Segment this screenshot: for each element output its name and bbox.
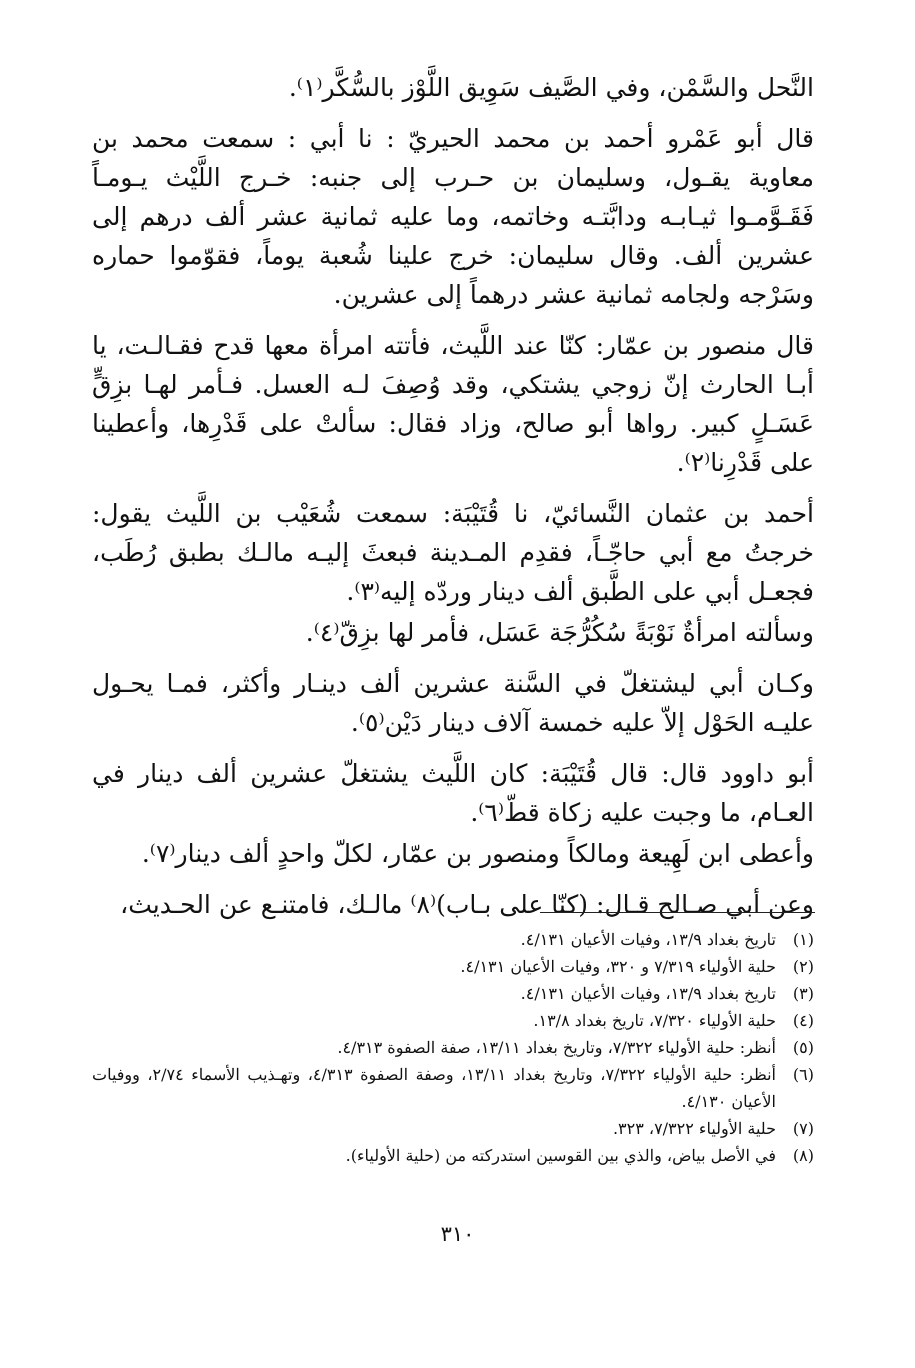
paragraph: أبو داوود قال: قال قُتَيْبَة: كان اللَّيث يشتغلّ عشرين ألف دينار في العـام، ما وجبت عليه زكاة قطّ⁽٦⁾.: [92, 759, 814, 827]
paragraph: قال منصور بن عمّار: كنّا عند اللَّيث، فأتته امرأة معها قدح فقـالـت، يا أبـا الحارث إنّ زوجي يشتكي، وقد وُصِفَ لـه العسل. فـأمر لهـا بزِقٍّ عَسَـلٍ كبير. رواها أبو صالح، وزاد فقال: سألتْ على قَدْرِها، وأعطينا على قَدْرِنا⁽٢⁾.: [92, 331, 814, 477]
footnote: [92, 1061, 814, 1115]
footnote: [92, 980, 814, 1007]
footnote-number: (٧): [792, 1119, 814, 1138]
footnote-number: (١): [792, 930, 814, 949]
paragraph: النَّحل والسَّمْن، وفي الصَّيف سَوِيق اللَّوْز بالسُّكَّر⁽١⁾.: [288, 73, 814, 102]
paragraph: وسألته امرأةٌ نَوْبَةً سُكُرُّجَة عَسَل، فأمر لها بزِقّ⁽٤⁾.: [305, 618, 814, 647]
paragraph: وأعطى ابن لَهِيعة ومالكاً ومنصور بن عمّار، لكلّ واحدٍ ألف دينار⁽٧⁾.: [141, 839, 814, 868]
footnote-divider: [540, 912, 815, 913]
footnote: [92, 1115, 814, 1142]
footnotes: [92, 926, 814, 1169]
footnote-number: (٨): [792, 1146, 814, 1165]
footnote: [92, 953, 814, 980]
footnote-text: حلية الأولياء ٧/٣١٩ و ٣٢٠، وفيات الأعيان ٤/١٣١.: [460, 957, 776, 976]
paragraph: قال أبو عَمْرو أحمد بن محمد الحيريّ : نا أبي : سمعت محمد بن معاوية يقـول، وسليمان بن حـرب إلى جنبه: خـرج اللَّيْث يـومـاً فَقَـوَّمـوا ثيـابـه ودابَّتـه وخاتمه، وما عليه ثمانية عشر ألف درهم إلى عشرين ألف. وقال سليمان: خرج علينا شُعبة يوماً، فقوّموا حماره وسَرْجه ولجامه ثمانية عشر درهماً إلى عشرين.: [92, 124, 814, 309]
footnote: [92, 1142, 814, 1169]
footnote-text: تاريخ بغداد ١٣/٩، وفيات الأعيان ٤/١٣١.: [520, 984, 776, 1003]
footnote-number: (٢): [792, 957, 814, 976]
footnote-text: أنظر: حلية الأولياء ٧/٣٢٢، وتاريخ بغداد ١٣/١١، وصفة الصفوة ٤/٣١٣، وتهـذيب الأسماء ٢/٧٤، ووفيات الأعيان ٤/١٣٠.: [92, 1065, 776, 1111]
footnote-text: تاريخ بغداد ١٣/٩، وفيات الأعيان ٤/١٣١.: [520, 930, 776, 949]
paragraph: أحمد بن عثمان النَّسائيّ، نا قُتَيْبَة: سمعت شُعَيْب بن اللَّيث يقول: خرجتُ مع أبي حاجّـاً، فقدِم المـدينة فبعثَ إليـه مالـك بطبق رُطَب، فجعـل أبي على الطَّبق ألف دينار وردّه إليه⁽٣⁾.: [92, 499, 814, 606]
paragraph: وعن أبي صـالح قـال: (كنّا على بـاب)⁽٨⁾ مالـك، فامتنـع عن الحـديث،: [120, 890, 814, 919]
paragraph: وكـان أبي ليشتغلّ في السَّنة عشرين ألف دينـار وأكثر، فمـا يحـول عليـه الحَوْل إلاّ عليه خمسة آلاف دينار دَيْن⁽٥⁾.: [92, 669, 814, 737]
footnote-number: (٤): [792, 1011, 814, 1030]
footnote: [92, 926, 814, 953]
main-text: [92, 68, 814, 936]
footnote: [92, 1034, 814, 1061]
footnote-text: حلية الأولياء ٧/٣٢٠، تاريخ بغداد ١٣/٨.: [533, 1011, 776, 1030]
footnote-number: (٣): [792, 984, 814, 1003]
footnote-number: (٦): [792, 1065, 814, 1084]
footnote-number: (٥): [792, 1038, 814, 1057]
page-number: ٣١٠: [440, 1222, 475, 1246]
footnote-text: حلية الأولياء ٧/٣٢٢، ٣٢٣.: [612, 1119, 776, 1138]
footnote-text: أنظر: حلية الأولياء ٧/٣٢٢، وتاريخ بغداد ١٣/١١، صفة الصفوة ٤/٣١٣.: [337, 1038, 776, 1057]
footnote: [92, 1007, 814, 1034]
footnote-text: في الأصل بياض، والذي بين القوسين استدركته من (حلية الأولياء).: [345, 1146, 776, 1165]
